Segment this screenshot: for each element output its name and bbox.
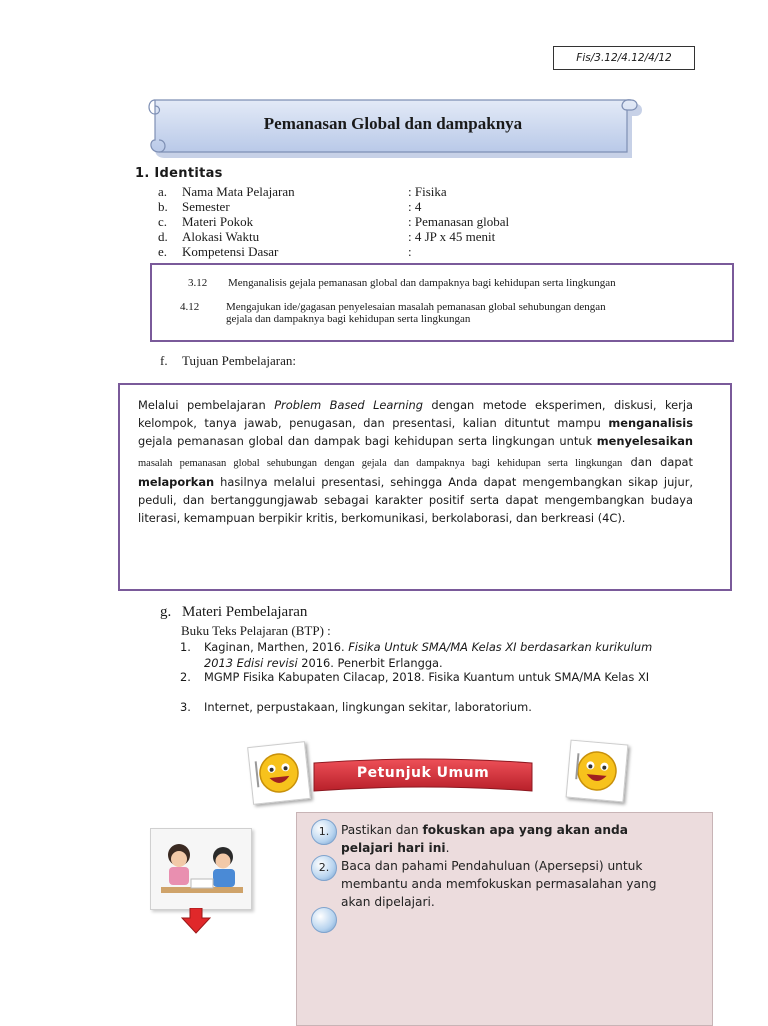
- step-badge-empty: [311, 907, 337, 933]
- reference-number: 2.: [180, 670, 191, 684]
- row-letter: d.: [158, 229, 168, 244]
- row-label: Kompetensi Dasar: [182, 244, 279, 259]
- kd-number: 4.12: [180, 301, 200, 313]
- row-value: : 4 JP x 45 menit: [408, 229, 496, 244]
- reference-text: Internet, perpustakaan, lingkungan sekitar, laboratorium.: [204, 700, 532, 714]
- kd-text: Mengajukan ide/gagasan penyelesaian masalah pemanasan global sehubungan dengan: [226, 301, 606, 313]
- reference-item: [180, 639, 700, 671]
- reference-item: [180, 699, 700, 715]
- materi-heading: [160, 604, 307, 621]
- tujuan-title: Tujuan Pembelajaran:: [182, 353, 296, 368]
- title-banner: [143, 92, 643, 164]
- instructions-panel: [296, 812, 713, 1026]
- kompetensi-dasar-box: [150, 263, 734, 342]
- row-letter: b.: [158, 199, 168, 214]
- row-value: : Pemanasan global: [408, 214, 510, 229]
- reference-text: [204, 639, 684, 671]
- text-run: gejala pemanasan global dan dampak bagi kehidupan serta lingkungan untuk: [138, 434, 597, 449]
- identitas-heading: 1. Identitas: [135, 166, 223, 181]
- row-label: Semester: [182, 199, 230, 214]
- text-run: hasilnya melalui presentasi, sehingga Anda dapat mengembangkan sikap jujur, peduli, dan bertanggungjawab sebagai karakter positif serta dapat mengembangkan budaya literasi, kemampuan berpikir kritis, berkomunikasi, berkolaborasi, dan berkreasi (4C).: [138, 474, 693, 526]
- document-code: Fis/3.12/4.12/4/12: [553, 46, 695, 70]
- text-run: dan dapat: [622, 454, 693, 469]
- smiley-icon: [248, 742, 310, 804]
- row-letter: c.: [158, 214, 168, 229]
- row-letter: e.: [158, 244, 168, 259]
- text-run: Kaginan, Marthen, 2016.: [204, 640, 349, 654]
- step-badge: 1.: [311, 819, 337, 845]
- smiley-icon: [567, 741, 628, 802]
- reference-number: 3.: [180, 700, 191, 714]
- row-label: Materi Pokok: [182, 214, 254, 229]
- keyword-bold: menyelesaikan: [596, 434, 693, 449]
- instruction-bold: fokuskan apa yang akan anda pelajari hari ini: [341, 823, 629, 855]
- smiley-emoji-card-right: [566, 740, 629, 803]
- text-run: Pastikan dan: [341, 823, 423, 837]
- down-arrow-icon: [181, 908, 211, 934]
- keyword-bold: melaporkan: [138, 474, 215, 489]
- materi-title: Materi Pembelajaran: [182, 604, 308, 620]
- row-value: : 4: [408, 199, 422, 214]
- tujuan-label: [160, 353, 296, 369]
- petunjuk-title: Petunjuk Umum: [356, 765, 490, 781]
- text-run: Melalui pembelajaran: [138, 398, 275, 412]
- kd-text: Menganalisis gejala pemanasan global dan dampaknya bagi kehidupan serta lingkungan: [228, 277, 616, 289]
- document-title: Pemanasan Global dan dampaknya: [263, 114, 523, 133]
- reference-number: 1.: [180, 640, 191, 654]
- kd-number: 3.12: [188, 277, 208, 289]
- keyword-bold: menganalisis: [608, 416, 693, 431]
- text-run: 2016. Penerbit Erlangga.: [297, 656, 443, 670]
- reference-item: [180, 669, 700, 701]
- text-run: dengan metode eksperimen, diskusi, kerja kelompok, tanya jawab, penugasan, dan presentasi, kalian dituntut mampu: [138, 398, 693, 431]
- tujuan-paragraph: [138, 396, 693, 527]
- kids-studying-illustration: [150, 828, 252, 910]
- book-title-italic: Fisika Untuk SMA/MA Kelas XI berdasarkan kurikulum 2013 Edisi revisi: [204, 640, 653, 670]
- reference-text: MGMP Fisika Kabupaten Cilacap, 2018. Fisika Kuantum untuk SMA/MA Kelas XI: [204, 670, 650, 684]
- tujuan-box: [118, 383, 732, 591]
- row-label: Alokasi Waktu: [182, 229, 260, 244]
- row-value: :: [408, 244, 412, 259]
- text-run-small: masalah pemanasan global sehubungan dengan gejala dan dampaknya bagi kehidupan serta lingkungan: [138, 457, 623, 469]
- method-italic: Problem Based Learning: [274, 398, 423, 412]
- kd-text-line2: gejala dan dampaknya bagi kehidupan serta lingkungan: [226, 313, 471, 325]
- tujuan-letter: f.: [160, 353, 168, 368]
- buku-label: Buku Teks Pelajaran (BTP) :: [181, 623, 331, 638]
- row-letter: a.: [158, 184, 168, 199]
- kids-illustration: [151, 829, 251, 909]
- step-badge: 2.: [311, 855, 337, 881]
- instruction-item: [341, 821, 677, 857]
- materi-letter: g.: [160, 604, 172, 620]
- petunjuk-ribbon: [310, 757, 536, 797]
- text-run: .: [445, 841, 450, 855]
- row-value: : Fisika: [408, 184, 447, 199]
- instruction-item: Baca dan pahami Pendahuluan (Apersepsi) untuk membantu anda memfokuskan permasalahan yang akan dipelajari.: [341, 859, 657, 909]
- smiley-emoji-card-left: [247, 741, 311, 805]
- row-label: Nama Mata Pelajaran: [182, 184, 295, 199]
